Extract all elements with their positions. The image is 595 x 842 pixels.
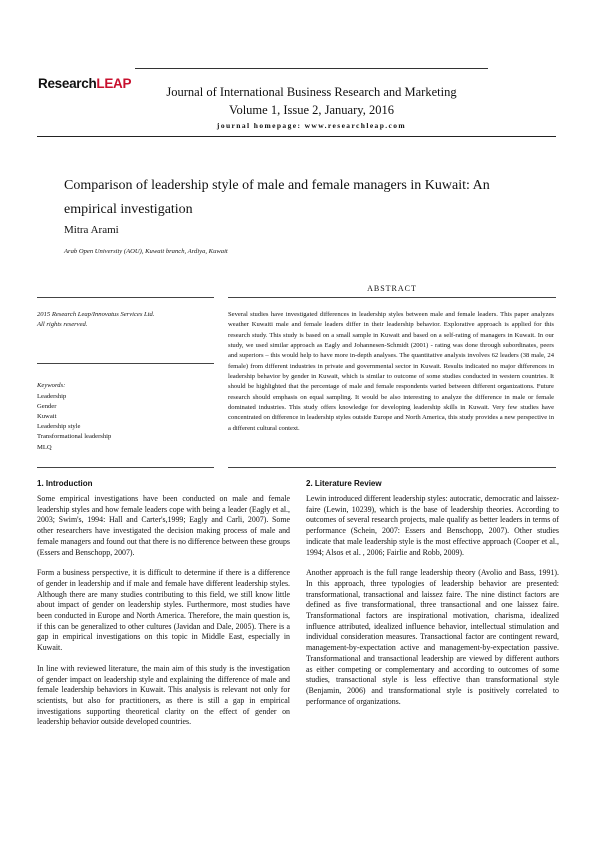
keywords-list — [37, 392, 111, 453]
journal-volume: Volume 1, Issue 2, January, 2016 — [229, 103, 394, 117]
divider — [37, 363, 214, 364]
divider — [37, 297, 214, 298]
paragraph: In line with reviewed literature, the main aim of this study is the investigation of gender impact on leadership style and explaining the difference of male and female leadership behaviors in Kuwait. This analysis is relevant not only for scientists, but also for practitioners, as there is still a gap in empirical investigations supporting theoretical clarity on the effect of gender on leadership behavior outside developed countries. — [37, 663, 290, 727]
keyword-item: Transformational leadership — [37, 433, 112, 441]
article-title: Comparison of leadership style of male and female managers in Kuwait: An empirical investigation — [64, 178, 490, 217]
journal-masthead — [135, 83, 488, 119]
divider — [37, 467, 214, 468]
introduction-heading: 1. Introduction — [37, 479, 93, 488]
article-author: Mitra Arami — [64, 224, 119, 236]
author-affiliation: Arab Open University (AOU), Kuwait branch, Ardiya, Kuwait — [64, 248, 228, 255]
abstract-heading: ABSTRACT — [367, 284, 417, 293]
header-bottom-rule — [37, 136, 556, 137]
journal-name: Journal of International Business Research and Marketing — [166, 85, 457, 99]
logo-text-leap: LEAP — [96, 76, 132, 91]
paragraph: Some empirical investigations have been conducted on male and female leadership styles and how female leaders cope with being a leader (Eagly et al., 2003; Swim's, 1994: Hall and Carter's,1999; Eagly and Carli, 2007). Some other researchers have investigated the decision making process of male and female managers and found out that there is no difference between these groups (Essers and Benschopp, 2007). — [37, 494, 290, 557]
keyword-item: Leadership — [37, 392, 67, 400]
keyword-item: MLQ — [37, 443, 52, 451]
abstract-text: Several studies have investigated differences in leadership styles between male and female leaders. This paper analyzes weather Kuwaiti male and female leaders differ in their leadership behavior. Explorative approach is applied for this research study. This study is based on a small sample in Kuwait and based on a self-rating of managers in Kuwait. In our study, we used similar approach as Eagly and Johannesen-Schmidt (2001) - rating was done through subordinates, peers and superiors – this would help to have more in-depth analyses. The quantitative analysis involves 62 leaders (38 male, 24 female) from different industries in private and governmental sector in Kuwait. Results indicated no major differences in leadership behavior by gender in Kuwait, which is similar to outcome of some studies conducted in western countries. It should be highlighted that the percentage of male and female respondents varied between different organizations. Future research should emphasis on equal sampling. It would be also interesting to analyze the difference in male or female dominated industries. This study offers knowledge for developing leadership skills in Kuwait. Very few studies have concentrated on difference in leadership styles outside Europe and North America, this study provides a new perspective in a different cultural context. — [228, 311, 554, 432]
rights-line: All rights reserved. — [37, 321, 88, 328]
keyword-item: Leadership style — [37, 423, 81, 431]
copyright-notice — [37, 310, 155, 330]
paragraph: Form a business perspective, it is difficult to determine if there is a difference of gender in leadership and if male and female have different leadership styles. Although there are many studies contributing to this field, we still know little about impact of gender on leadership styles. Furthermore, most studies have been conducted in Europe and North America. Therefore, the main question is, if this can be generalized to other cultures (Javidan and Dale, 2005). There is a gap in empirical investigations on this topic in Middle East, especially in Kuwait. — [37, 568, 290, 653]
copyright-line: 2015 Research Leap/Innovatus Services Ltd. — [37, 311, 155, 318]
paragraph: Another approach is the full range leadership theory (Avolio and Bass, 1991). In this approach, three typologies of leadership behavior are presented: transformational, transactional and laissez faire. The nine distinct factors are defined as five transformational, three transactional and one laissez faire. Transformational factors are inspirational motivation, charisma, idealized influence attributed, idealized influence behavior, intellectual stimulation and individual consideration measures. Transactional factor are contingent reward, management-by-expectation active and management-by-expectation passive. Transformational and transactional leadership are viewed by different authors as either competing or complementary and according to outcomes of some studies, transactional style is less effective than transformational style (Benjamin, 2006) and transformational style is positively correlated to performance of organizations. — [306, 568, 559, 706]
literature-review-heading: 2. Literature Review — [306, 479, 382, 488]
divider — [228, 297, 556, 298]
keywords-heading: Keywords: — [37, 382, 66, 389]
literature-review-body — [306, 494, 559, 717]
paragraph: Lewin introduced different leadership styles: autocratic, democratic and laissez-faire (Lewin, 10239), which is the base of leadership theories. According to outcomes of several research projects, male qualify as better leaders in terms of performance (Schein, 2007: Essers and Benschopp, 2007). Other studies indicate that male leadership style is the most effective approach (Cooper et al., 1994; Alsos et al. , 2006; Fairlie and Robb, 2009). — [306, 494, 559, 557]
journal-homepage[interactable]: journal homepage: www.researchleap.com — [216, 121, 407, 130]
introduction-body — [37, 494, 290, 738]
header-top-rule — [135, 68, 488, 69]
publisher-logo — [38, 76, 131, 91]
keyword-item: Kuwait — [37, 412, 57, 420]
divider — [228, 467, 556, 468]
keyword-item: Gender — [37, 402, 57, 410]
logo-text-research: Research — [38, 76, 97, 91]
